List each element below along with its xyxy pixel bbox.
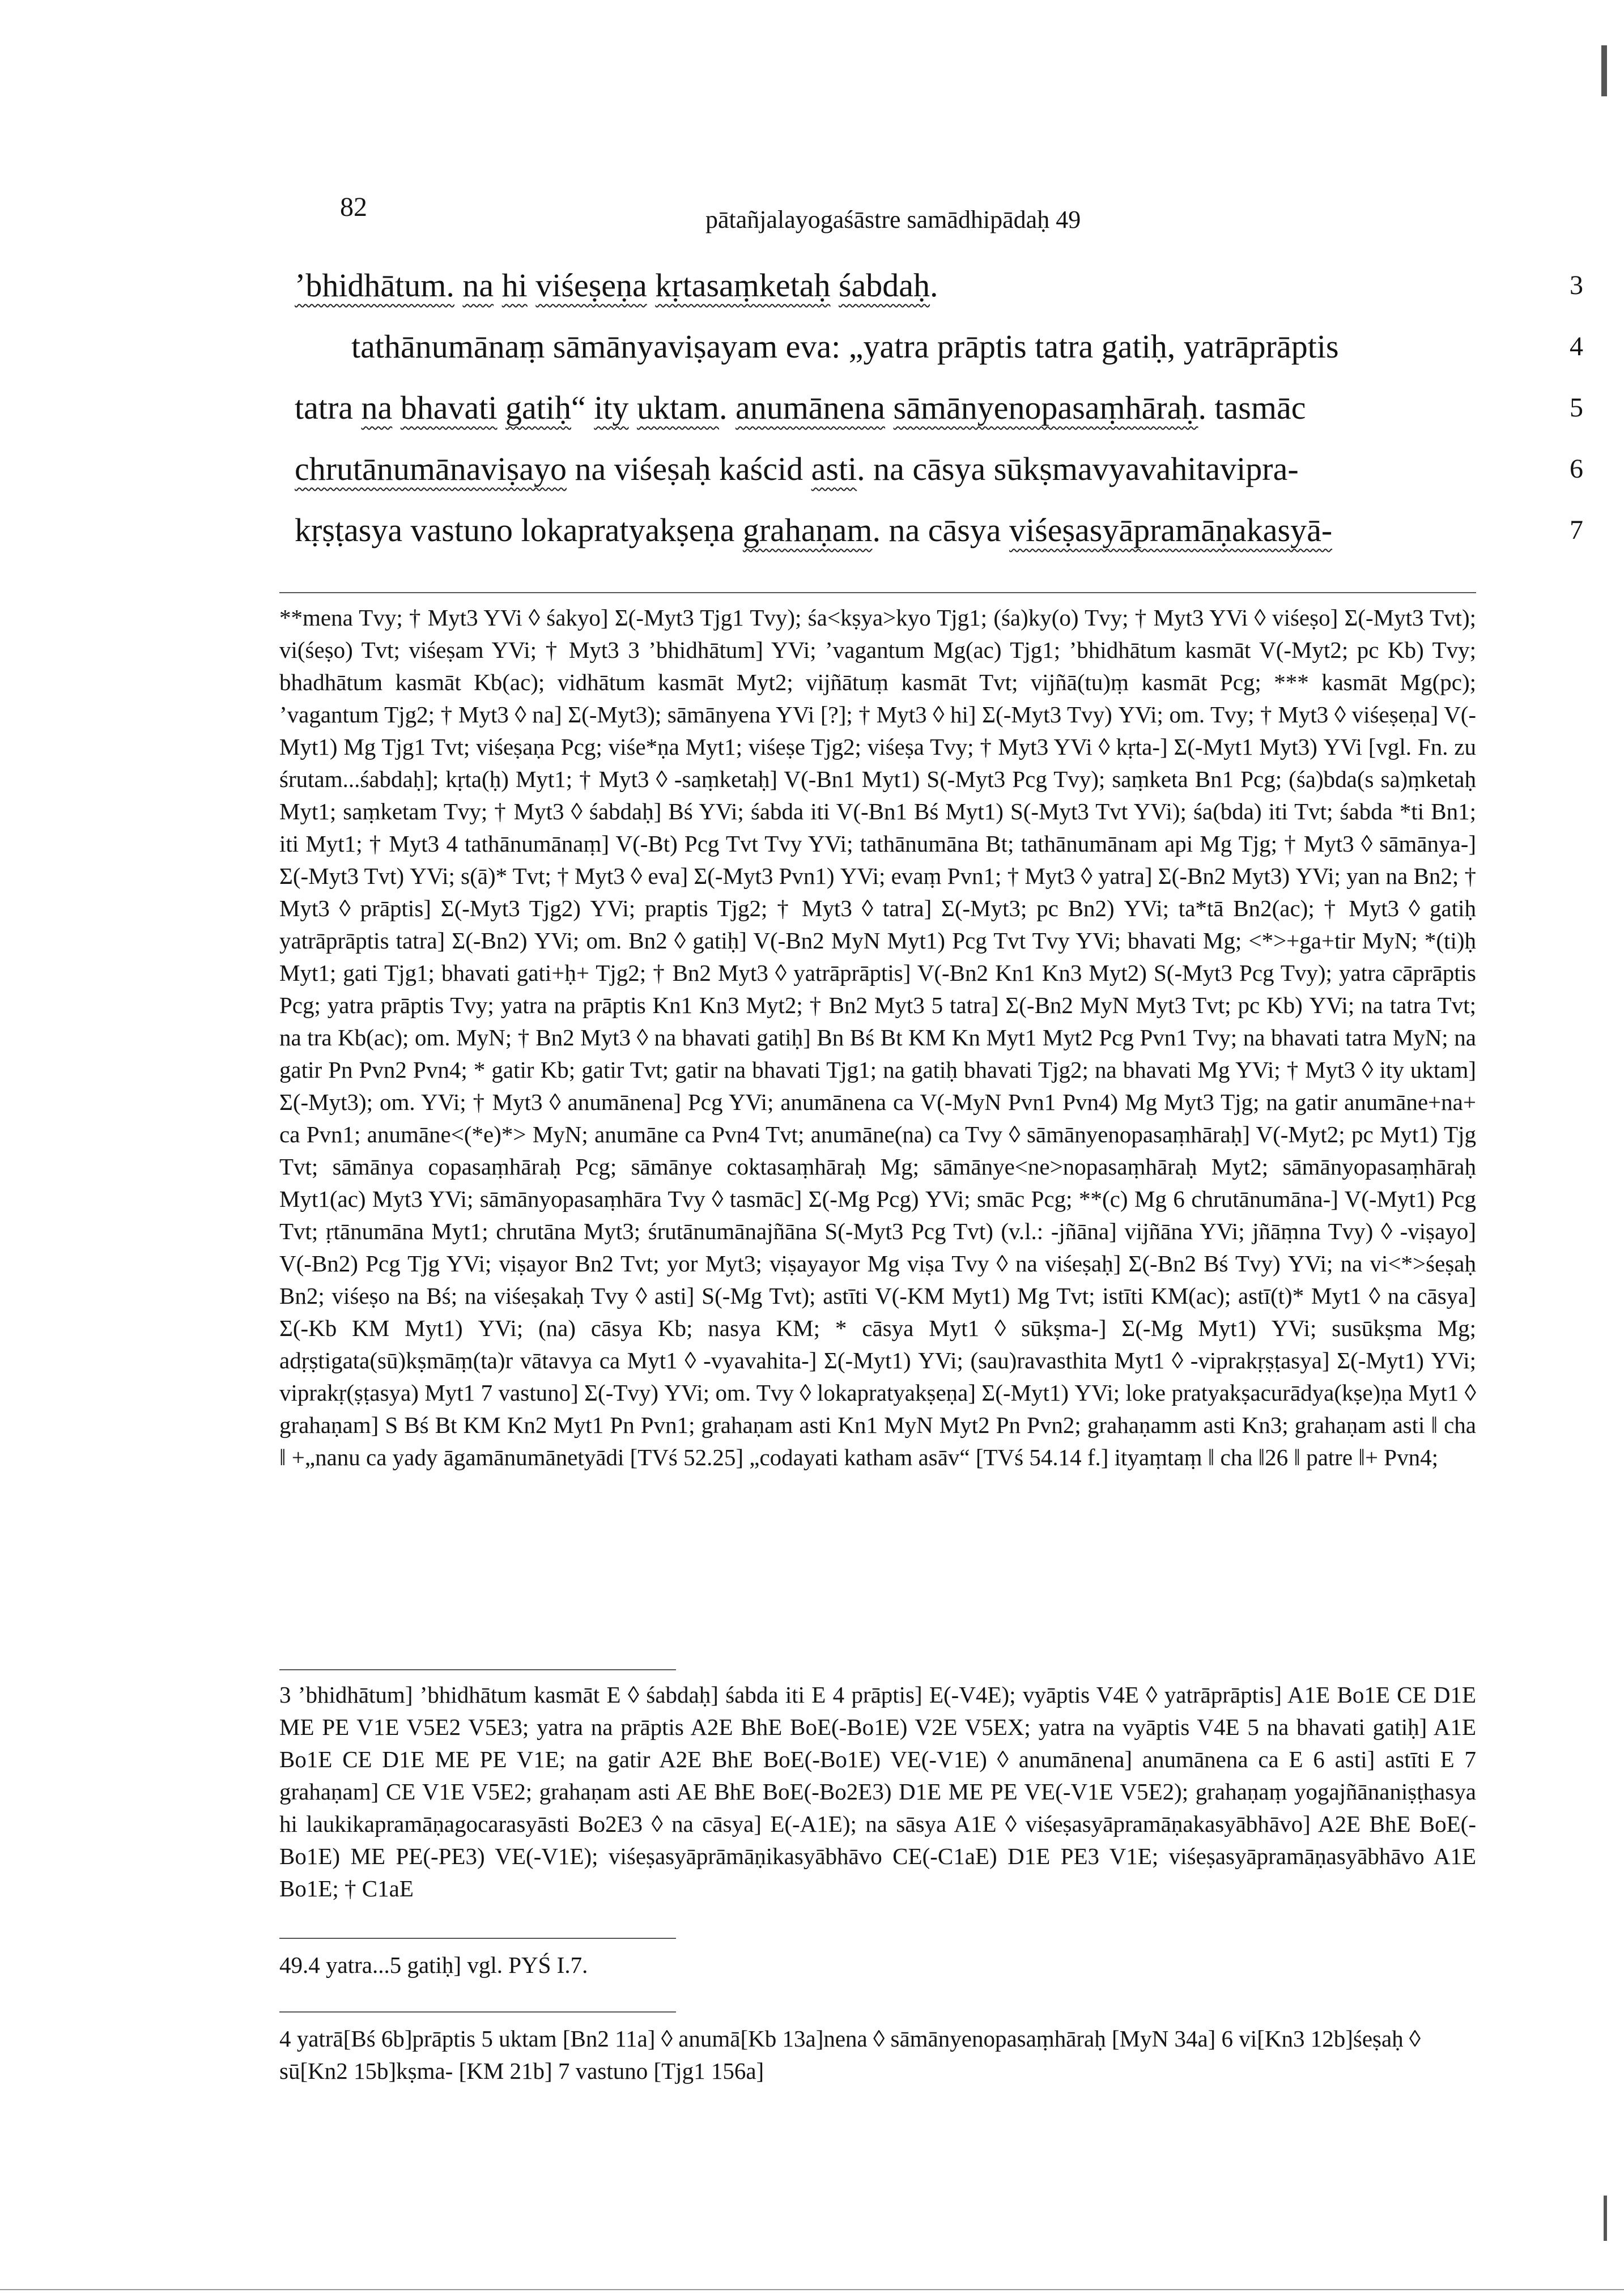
scan-edge-mark (1601, 45, 1607, 96)
lemma-anumanena: anumānena (735, 389, 886, 426)
lemma-ity: ity (594, 389, 629, 426)
main-text (295, 255, 1583, 561)
lemma-grahanam: grahaṇam (742, 512, 873, 548)
lemma-chrutanumana: chrutānumānaviṣayo (295, 450, 567, 487)
apparatus-editions-rule (279, 1669, 676, 1670)
main-line-4 (295, 316, 1583, 377)
lemma-visesasya: viśeṣasyāpramāṇakasyā- (1009, 512, 1333, 548)
main-line-7-text: kṛṣṭasya vastuno lokapratyakṣeṇa grahaṇam. na cāsya viśeṣasyāpramāṇakasyā- (295, 512, 1333, 548)
lemma-bhavati: bhavati (400, 389, 498, 426)
folio-rule (279, 2011, 676, 2013)
lemma-hi: hi (501, 267, 528, 304)
parallels-rule (279, 1938, 676, 1939)
lemma-bhidhatum: ’bhidhātum. (295, 267, 454, 304)
lemma-na: na (361, 389, 393, 426)
apparatus-rule (279, 592, 1476, 593)
apparatus-editions: 3 ’bhidhātum] ’bhidhātum kasmāt E ◊ śabdaḥ] śabda iti E 4 prāptis] E(-V4E); vyāptis V4E ◊ yatrāprāptis] A1E Bo1E CE D1E ME PE V1E V5E2 V5E3; yatra na prāptis A2E BhE BoE(-Bo1E) V2E V5EX; yatra na vyāptis V4E 5 na bhavati gatiḥ] A1E Bo1E CE D1E ME PE V1E; na gatir A2E BhE BoE(-Bo1E) VE(-V1E) ◊ anumānena] anumānena ca E 6 asti] astīti E 7 grahaṇam] CE V1E V5E2; grahaṇam asti AE BhE BoE(-Bo2E3) D1E ME PE VE(-V1E V5E2); grahaṇaṃ yogajñānaniṣṭhasya hi laukikapramāṇagocarasyāsti Bo2E3 ◊ na cāsya] E(-A1E); na sāsya A1E ◊ viśeṣasyāpramāṇakasyābhāvo] A2E BhE BoE(-Bo1E) ME PE(-PE3) VE(-V1E); viśeṣasyāprāmāṇikasyābhāvo CE(-C1aE) D1E PE3 V1E; viśeṣasyāpramāṇasyābhāvo A1E Bo1E; † C1aE (279, 1682, 1476, 1901)
main-line-4-text: tathānumānaṃ sāmānyaviṣayam eva: „yatra prāptis tatra gatiḥ, yatrāprāptis (351, 328, 1339, 365)
main-line-7 (295, 500, 1583, 561)
lemma-gatih: gatiḥ (505, 389, 571, 426)
parallels-note: 49.4 yatra...5 gatiḥ] vgl. PYŚ I.7. (279, 1952, 588, 1978)
lemma-visesena: viśeṣeṇa (535, 267, 647, 304)
running-head: pātañjalayogaśāstre samādhipādaḥ 49 (705, 206, 1081, 233)
main-line-3 (295, 255, 1583, 316)
scan-bottom-rule (0, 2289, 1624, 2290)
lemma-asti: asti (811, 450, 857, 487)
main-line-6 (295, 439, 1583, 500)
lemma-sabdah: śabdaḥ (838, 267, 930, 304)
lemma-uktam: uktam (636, 389, 719, 426)
page-number: 82 (340, 192, 367, 222)
lemma-na: na (462, 267, 494, 304)
line-number: 6 (1570, 454, 1583, 484)
line-number: 5 (1570, 393, 1583, 423)
line-number: 3 (1570, 270, 1583, 300)
line-number: 7 (1570, 515, 1583, 545)
scan-edge-mark-bottom (1604, 2196, 1607, 2241)
main-line-3-text: ’bhidhātum. na hi viśeṣeṇa kṛtasaṃketaḥ śabdaḥ. (295, 267, 938, 304)
line-number: 4 (1570, 331, 1583, 361)
lemma-krtasamketah: kṛtasaṃketaḥ (655, 267, 831, 304)
main-line-5-text: tatra na bhavati gatiḥ“ ity uktam. anumānena sāmānyenopasaṃhāraḥ. tasmāc (295, 389, 1306, 426)
apparatus-manuscripts: **mena Tvy; † Myt3 YVi ◊ śakyo] Σ(-Myt3 Tjg1 Tvy); śa<kṣya>kyo Tjg1; (śa)ky(o) Tvy; † Myt3 YVi ◊ viśeṣo] Σ(-Myt3 Tvt); vi(śeṣo) Tvt; viśeṣam YVi; † Myt3 3 ’bhidhātum] YVi; ’vagantum Mg(ac) Tjg1; ’bhidhātum kasmāt V(-Myt2; pc Kb) Tvy; bhadhātum kasmāt Kb(ac); vidhātum kasmāt Myt2; vijñātuṃ kasmāt Tvt; vijñā(tu)ṃ kasmāt Pcg; *** kasmāt Mg(pc); ’vagantum Tjg2; † Myt3 ◊ na] Σ(-Myt3); sāmānyena YVi [?]; † Myt3 ◊ hi] Σ(-Myt3 Tvy) YVi; om. Tvy; † Myt3 ◊ viśeṣeṇa] V(-Myt1) Mg Tjg1 Tvt; viśeṣaṇa Pcg; viśe*ṇa Myt1; viśeṣe Tjg2; viśeṣa Tvy; † Myt3 YVi ◊ kṛta-] Σ(-Myt1 Myt3) YVi [vgl. Fn. zu śrutam...śabdaḥ]; kṛta(ḥ) Myt1; † Myt3 ◊ -saṃketaḥ] V(-Bn1 Myt1) S(-Myt3 Pcg Tvy); saṃketa Bn1 Pcg; (śa)bda(s sa)ṃketaḥ Myt1; saṃketam Tvy; † Myt3 ◊ śabdaḥ] Bś YVi; śabda iti V(-Bn1 Bś Myt1) S(-Myt3 Tvt YVi); śa(bda) iti Tvt; śabda *ti Bn1; iti Myt1; † Myt3 4 tathānumānaṃ] V(-Bt) Pcg Tvt Tvy YVi; tathānumāna Bt; tathānumānam api Mg Tjg; † Myt3 ◊ sāmānya-] Σ(-Myt3 Tvt) YVi; s(ā)* Tvt; † Myt3 ◊ eva] Σ(-Myt3 Pvn1) YVi; evaṃ Pvn1; † Myt3 ◊ yatra] Σ(-Bn2 Myt3) YVi; yan na Bn2; † Myt3 ◊ prāptis] Σ(-Myt3 Tjg2) YVi; praptis Tjg2; † Myt3 ◊ tatra] Σ(-Myt3; pc Bn2) YVi; ta*tā Bn2(ac); † Myt3 ◊ gatiḥ yatrāprāptis tatra] Σ(-Bn2) YVi; om. Bn2 ◊ gatiḥ] V(-Bn2 MyN Myt1) Pcg Tvt Tvy YVi; bhavati Mg; <*>+ga+tir MyN; *(ti)ḥ Myt1; gati Tjg1; bhavati gati+ḥ+ Tjg2; † Bn2 Myt3 ◊ yatrāprāptis] V(-Bn2 Kn1 Kn3 Myt2) S(-Myt3 Pcg Tvy); yatra cāprāptis Pcg; yatra prāptis Tvy; yatra na prāptis Kn1 Kn3 Myt2; † Bn2 Myt3 5 tatra] Σ(-Bn2 MyN Myt3 Tvt; pc Kb) YVi; na tatra Tvt; na tra Kb(ac); om. MyN; † Bn2 Myt3 ◊ na bhavati gatiḥ] Bn Bś Bt KM Kn Myt1 Myt2 Pcg Pvn1 Tvy; na bhavati tatra MyN; na gatir Pn Pvn2 Pvn4; * gatir Kb; gatir Tvt; gatir na bhavati Tjg1; na gatiḥ bhavati Tjg2; na bhavati Mg YVi; † Myt3 ◊ ity uktam] Σ(-Myt3); om. YVi; † Myt3 ◊ anumānena] Pcg YVi; anumānena ca V(-MyN Pvn1 Pvn4) Mg Myt3 Tjg; na gatir anumāne+na+ ca Pvn1; anumāne<(*e)*> MyN; anumāne ca Pvn4 Tvt; anumāne(na) ca Tvy ◊ sāmānyenopasaṃhāraḥ] V(-Myt2; pc Myt1) Tjg Tvt; sāmānya copasaṃhāraḥ Pcg; sāmānye coktasaṃhāraḥ Mg; sāmānye<ne>nopasaṃhāraḥ Myt2; sāmānyopasaṃhāraḥ Myt1(ac) Myt3 YVi; sāmānyopasaṃhāra Tvy ◊ tasmāc] Σ(-Mg Pcg) YVi; smāc Pcg; **(c) Mg 6 chrutānumāna-] V(-Myt1) Pcg Tvt; ṛtānumāna Myt1; chrutāna Myt3; śrutānumānajñāna S(-Myt3 Pcg Tvt) (v.l.: -jñāna] vijñāna YVi; jñāṃna Tvy) ◊ -viṣayo] V(-Bn2) Pcg Tjg YVi; viṣayor Bn2 Tvt; yor Myt3; viṣayayor Mg viṣa Tvy ◊ na viśeṣaḥ] Σ(-Bn2 Bś Tvy) YVi; na vi<*>śeṣaḥ Bn2; viśeṣo na Bś; na viśeṣakaḥ Tvy ◊ asti] S(-Mg Tvt); astīti V(-KM Myt1) Mg Tvt; istīti KM(ac); astī(t)* Myt1 ◊ na cāsya] Σ(-Kb KM Myt1) YVi; (na) cāsya Kb; nasya KM; * cāsya Myt1 ◊ sūkṣma-] Σ(-Mg Myt1) YVi; susūkṣma Mg; adṛṣtigata(sū)kṣmāṃ(ta)r vātavya ca Myt1 ◊ -vyavahita-] Σ(-Myt1) YVi; (sau)ravasthita Myt1 ◊ -viprakṛṣṭasya] Σ(-Myt1) YVi; viprakṛ(ṣṭasya) Myt1 7 vastuno] Σ(-Tvy) YVi; om. Tvy ◊ lokapratyakṣeṇa] Σ(-Myt1) YVi; loke pratyakṣacurādya(kṣe)ṇa Myt1 ◊ grahaṇam] S Bś Bt KM Kn2 Myt1 Pn Pvn1; grahaṇam asti Kn1 MyN Myt2 Pn Pvn2; grahaṇamm asti Kn3; grahaṇam asti ‖ cha ‖ +„nanu ca yady āgamānumānetyādi [TVś 52.25] „codayati katham asāv“ [TVś 54.14 f.] ityaṃtaṃ ‖ cha ‖26 ‖ patre ‖+ Pvn4; (279, 605, 1476, 1470)
main-line-6-text: chrutānumānaviṣayo na viśeṣaḥ kaścid asti. na cāsya sūkṣmavyavahitavipra- (295, 450, 1299, 487)
folio-changes: 4 yatrā[Bś 6b]prāptis 5 uktam [Bn2 11a] ◊ anumā[Kb 13a]nena ◊ sāmānyenopasaṃhāraḥ [MyN 34a] 6 vi[Kn3 12b]śeṣaḥ ◊ sū[Kn2 15b]kṣma- [KM 21b] 7 vastuno [Tjg1 156a] (279, 2026, 1421, 2084)
main-line-5 (295, 377, 1583, 439)
lemma-samanyena: sāmānyenopasaṃhāraḥ (893, 389, 1198, 426)
